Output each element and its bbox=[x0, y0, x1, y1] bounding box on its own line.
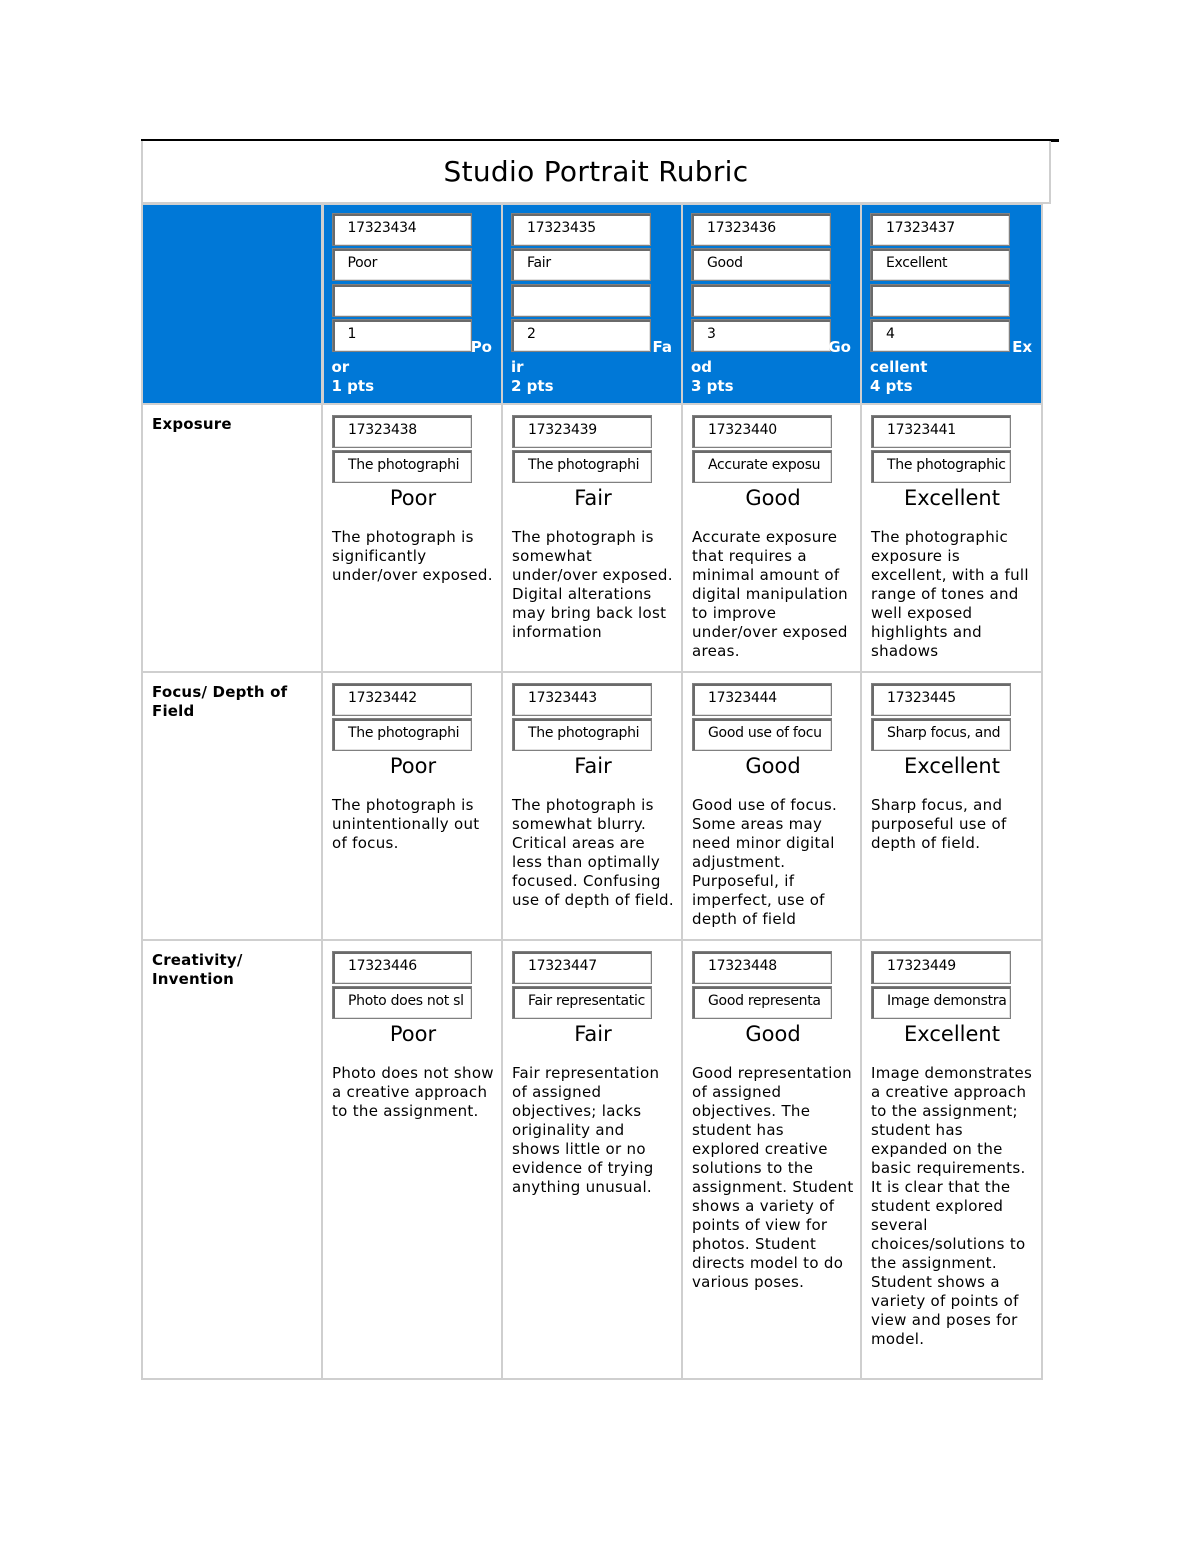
cell-level: Poor bbox=[389, 486, 437, 510]
cell-description: The photographic exposure is excellent, with a full range of tones and well exposed highlights and shadows bbox=[871, 528, 1029, 660]
cell-level: Excellent bbox=[904, 1022, 1000, 1046]
cell-text-field[interactable]: The photographi bbox=[332, 450, 472, 483]
cell-text-field[interactable]: Good use of focu bbox=[692, 718, 832, 751]
rating-label-line1: od bbox=[691, 358, 713, 376]
cell-level: Good bbox=[745, 754, 801, 778]
rating-points-label: 2 pts bbox=[511, 377, 554, 395]
cell-description: Sharp focus, and purposeful use of depth of field. bbox=[871, 796, 1007, 852]
rating-points-label: 4 pts bbox=[870, 377, 913, 395]
cell-text-field[interactable]: The photographi bbox=[512, 718, 652, 751]
rating-description-field[interactable] bbox=[870, 284, 1010, 317]
cell-description: The photograph is somewhat blurry. Critical areas are less than optimally focused. Confusing use of depth of field. bbox=[512, 796, 674, 909]
cell-text-field[interactable]: Photo does not sl bbox=[332, 986, 472, 1019]
rating-description-field[interactable] bbox=[332, 284, 472, 317]
criterion-label: Creativity/ Invention bbox=[142, 940, 322, 1379]
rating-description-field[interactable] bbox=[511, 284, 651, 317]
rating-id-field[interactable]: 17323436 bbox=[691, 213, 831, 246]
criterion-label: Focus/ Depth of Field bbox=[142, 672, 322, 940]
cell-text-field[interactable]: The photographic bbox=[871, 450, 1011, 483]
cell-id-field[interactable]: 17323446 bbox=[332, 951, 472, 984]
criterion-row-focus bbox=[142, 672, 1042, 940]
cell-id-field[interactable]: 17323438 bbox=[332, 415, 472, 448]
rating-label-tail: Go bbox=[828, 338, 851, 356]
rating-label-tail: Fa bbox=[652, 338, 672, 356]
cell-id-field[interactable]: 17323442 bbox=[332, 683, 472, 716]
rating-name-field[interactable]: Good bbox=[691, 248, 831, 281]
rubric-cell bbox=[322, 672, 502, 940]
header-col-fair bbox=[502, 204, 682, 404]
cell-id-field[interactable]: 17323441 bbox=[871, 415, 1011, 448]
rubric-cell bbox=[861, 940, 1042, 1379]
title-box bbox=[141, 141, 1051, 204]
cell-level: Poor bbox=[389, 1022, 437, 1046]
rubric-table bbox=[141, 203, 1043, 1380]
rating-description-field[interactable] bbox=[691, 284, 831, 317]
rubric-cell bbox=[502, 404, 682, 672]
rating-id-field[interactable]: 17323434 bbox=[332, 213, 472, 246]
cell-level: Fair bbox=[574, 1022, 612, 1046]
cell-text-field[interactable]: Image demonstra bbox=[871, 986, 1011, 1019]
criterion-row-exposure bbox=[142, 404, 1042, 672]
rating-label-line1: cellent bbox=[870, 358, 928, 376]
criterion-label: Exposure bbox=[142, 404, 322, 672]
cell-level: Good bbox=[745, 1022, 801, 1046]
cell-text-field[interactable]: The photographi bbox=[512, 450, 652, 483]
rubric-cell bbox=[682, 672, 861, 940]
rating-label bbox=[332, 358, 375, 396]
header-col-excellent bbox=[861, 204, 1042, 404]
cell-text-field[interactable]: Sharp focus, and bbox=[871, 718, 1011, 751]
cell-description: Fair representation of assigned objectives; lacks originality and shows little or no evidence of trying anything unusual. bbox=[512, 1064, 660, 1196]
cell-id-field[interactable]: 17323444 bbox=[692, 683, 832, 716]
cell-description: Good use of focus. Some areas may need minor digital adjustment. Purposeful, if imperfect, use of depth of field bbox=[692, 796, 838, 928]
cell-id-field[interactable]: 17323439 bbox=[512, 415, 652, 448]
header-corner bbox=[142, 204, 322, 404]
rating-label bbox=[870, 358, 927, 396]
rating-name-field[interactable]: Excellent bbox=[870, 248, 1010, 281]
cell-description: Photo does not show a creative approach to the assignment. bbox=[332, 1064, 494, 1120]
page-title: Studio Portrait Rubric bbox=[443, 155, 749, 188]
cell-id-field[interactable]: 17323440 bbox=[692, 415, 832, 448]
cell-level: Fair bbox=[574, 486, 612, 510]
rating-points-label: 3 pts bbox=[691, 377, 734, 395]
rating-points-field[interactable]: 1 bbox=[332, 319, 472, 352]
criterion-row-creativity bbox=[142, 940, 1042, 1379]
cell-id-field[interactable]: 17323449 bbox=[871, 951, 1011, 984]
rating-label-tail: Ex bbox=[1012, 338, 1032, 356]
rubric-cell bbox=[502, 940, 682, 1379]
cell-level: Good bbox=[745, 486, 801, 510]
cell-level: Excellent bbox=[904, 486, 1000, 510]
rating-name-field[interactable]: Fair bbox=[511, 248, 651, 281]
rating-points-field[interactable]: 2 bbox=[511, 319, 651, 352]
rubric-cell bbox=[861, 404, 1042, 672]
rubric-cell bbox=[502, 672, 682, 940]
cell-description: Image demonstrates a creative approach to the assignment; student has expanded on the basic requirements. It is clear that the student explored several choices/solutions to the assignment. Student shows a variety of points of view and poses for model. bbox=[871, 1064, 1033, 1348]
rubric-cell bbox=[322, 940, 502, 1379]
cell-text-field[interactable]: The photographi bbox=[332, 718, 472, 751]
header-col-poor bbox=[322, 204, 502, 404]
cell-text-field[interactable]: Good representa bbox=[692, 986, 832, 1019]
header-row bbox=[142, 204, 1042, 404]
rubric-cell bbox=[682, 404, 861, 672]
cell-level: Poor bbox=[389, 754, 437, 778]
rubric-cell bbox=[861, 672, 1042, 940]
cell-description: The photograph is unintentionally out of focus. bbox=[332, 796, 480, 852]
rating-label bbox=[691, 358, 734, 396]
rubric-cell bbox=[682, 940, 861, 1379]
cell-description: Good representation of assigned objectives. The student has explored creative solutions to the assignment. Student shows a variety of points of view for photos. Student directs model to do various poses. bbox=[692, 1064, 854, 1291]
cell-id-field[interactable]: 17323448 bbox=[692, 951, 832, 984]
cell-level: Fair bbox=[574, 754, 612, 778]
rubric-cell bbox=[322, 404, 502, 672]
cell-text-field[interactable]: Fair representatic bbox=[512, 986, 652, 1019]
cell-description: The photograph is somewhat under/over exposed. Digital alterations may bring back lost information bbox=[512, 528, 673, 641]
rating-name-field[interactable]: Poor bbox=[332, 248, 472, 281]
rating-label-line1: ir bbox=[511, 358, 524, 376]
rating-points-field[interactable]: 4 bbox=[870, 319, 1010, 352]
rating-points-label: 1 pts bbox=[331, 377, 374, 395]
rating-label bbox=[511, 358, 554, 396]
cell-level: Excellent bbox=[904, 754, 1000, 778]
rating-points-field[interactable]: 3 bbox=[691, 319, 831, 352]
rating-id-field[interactable]: 17323435 bbox=[511, 213, 651, 246]
cell-description: The photograph is significantly under/over exposed. bbox=[332, 528, 493, 584]
cell-description: Accurate exposure that requires a minimal amount of digital manipulation to improve under/over exposed areas. bbox=[692, 528, 848, 660]
rating-id-field[interactable]: 17323437 bbox=[870, 213, 1010, 246]
rating-label-tail: Po bbox=[470, 338, 492, 356]
cell-id-field[interactable]: 17323447 bbox=[512, 951, 652, 984]
header-col-good bbox=[682, 204, 861, 404]
cell-id-field[interactable]: 17323445 bbox=[871, 683, 1011, 716]
cell-id-field[interactable]: 17323443 bbox=[512, 683, 652, 716]
cell-text-field[interactable]: Accurate exposu bbox=[692, 450, 832, 483]
rating-label-line1: or bbox=[331, 358, 350, 376]
